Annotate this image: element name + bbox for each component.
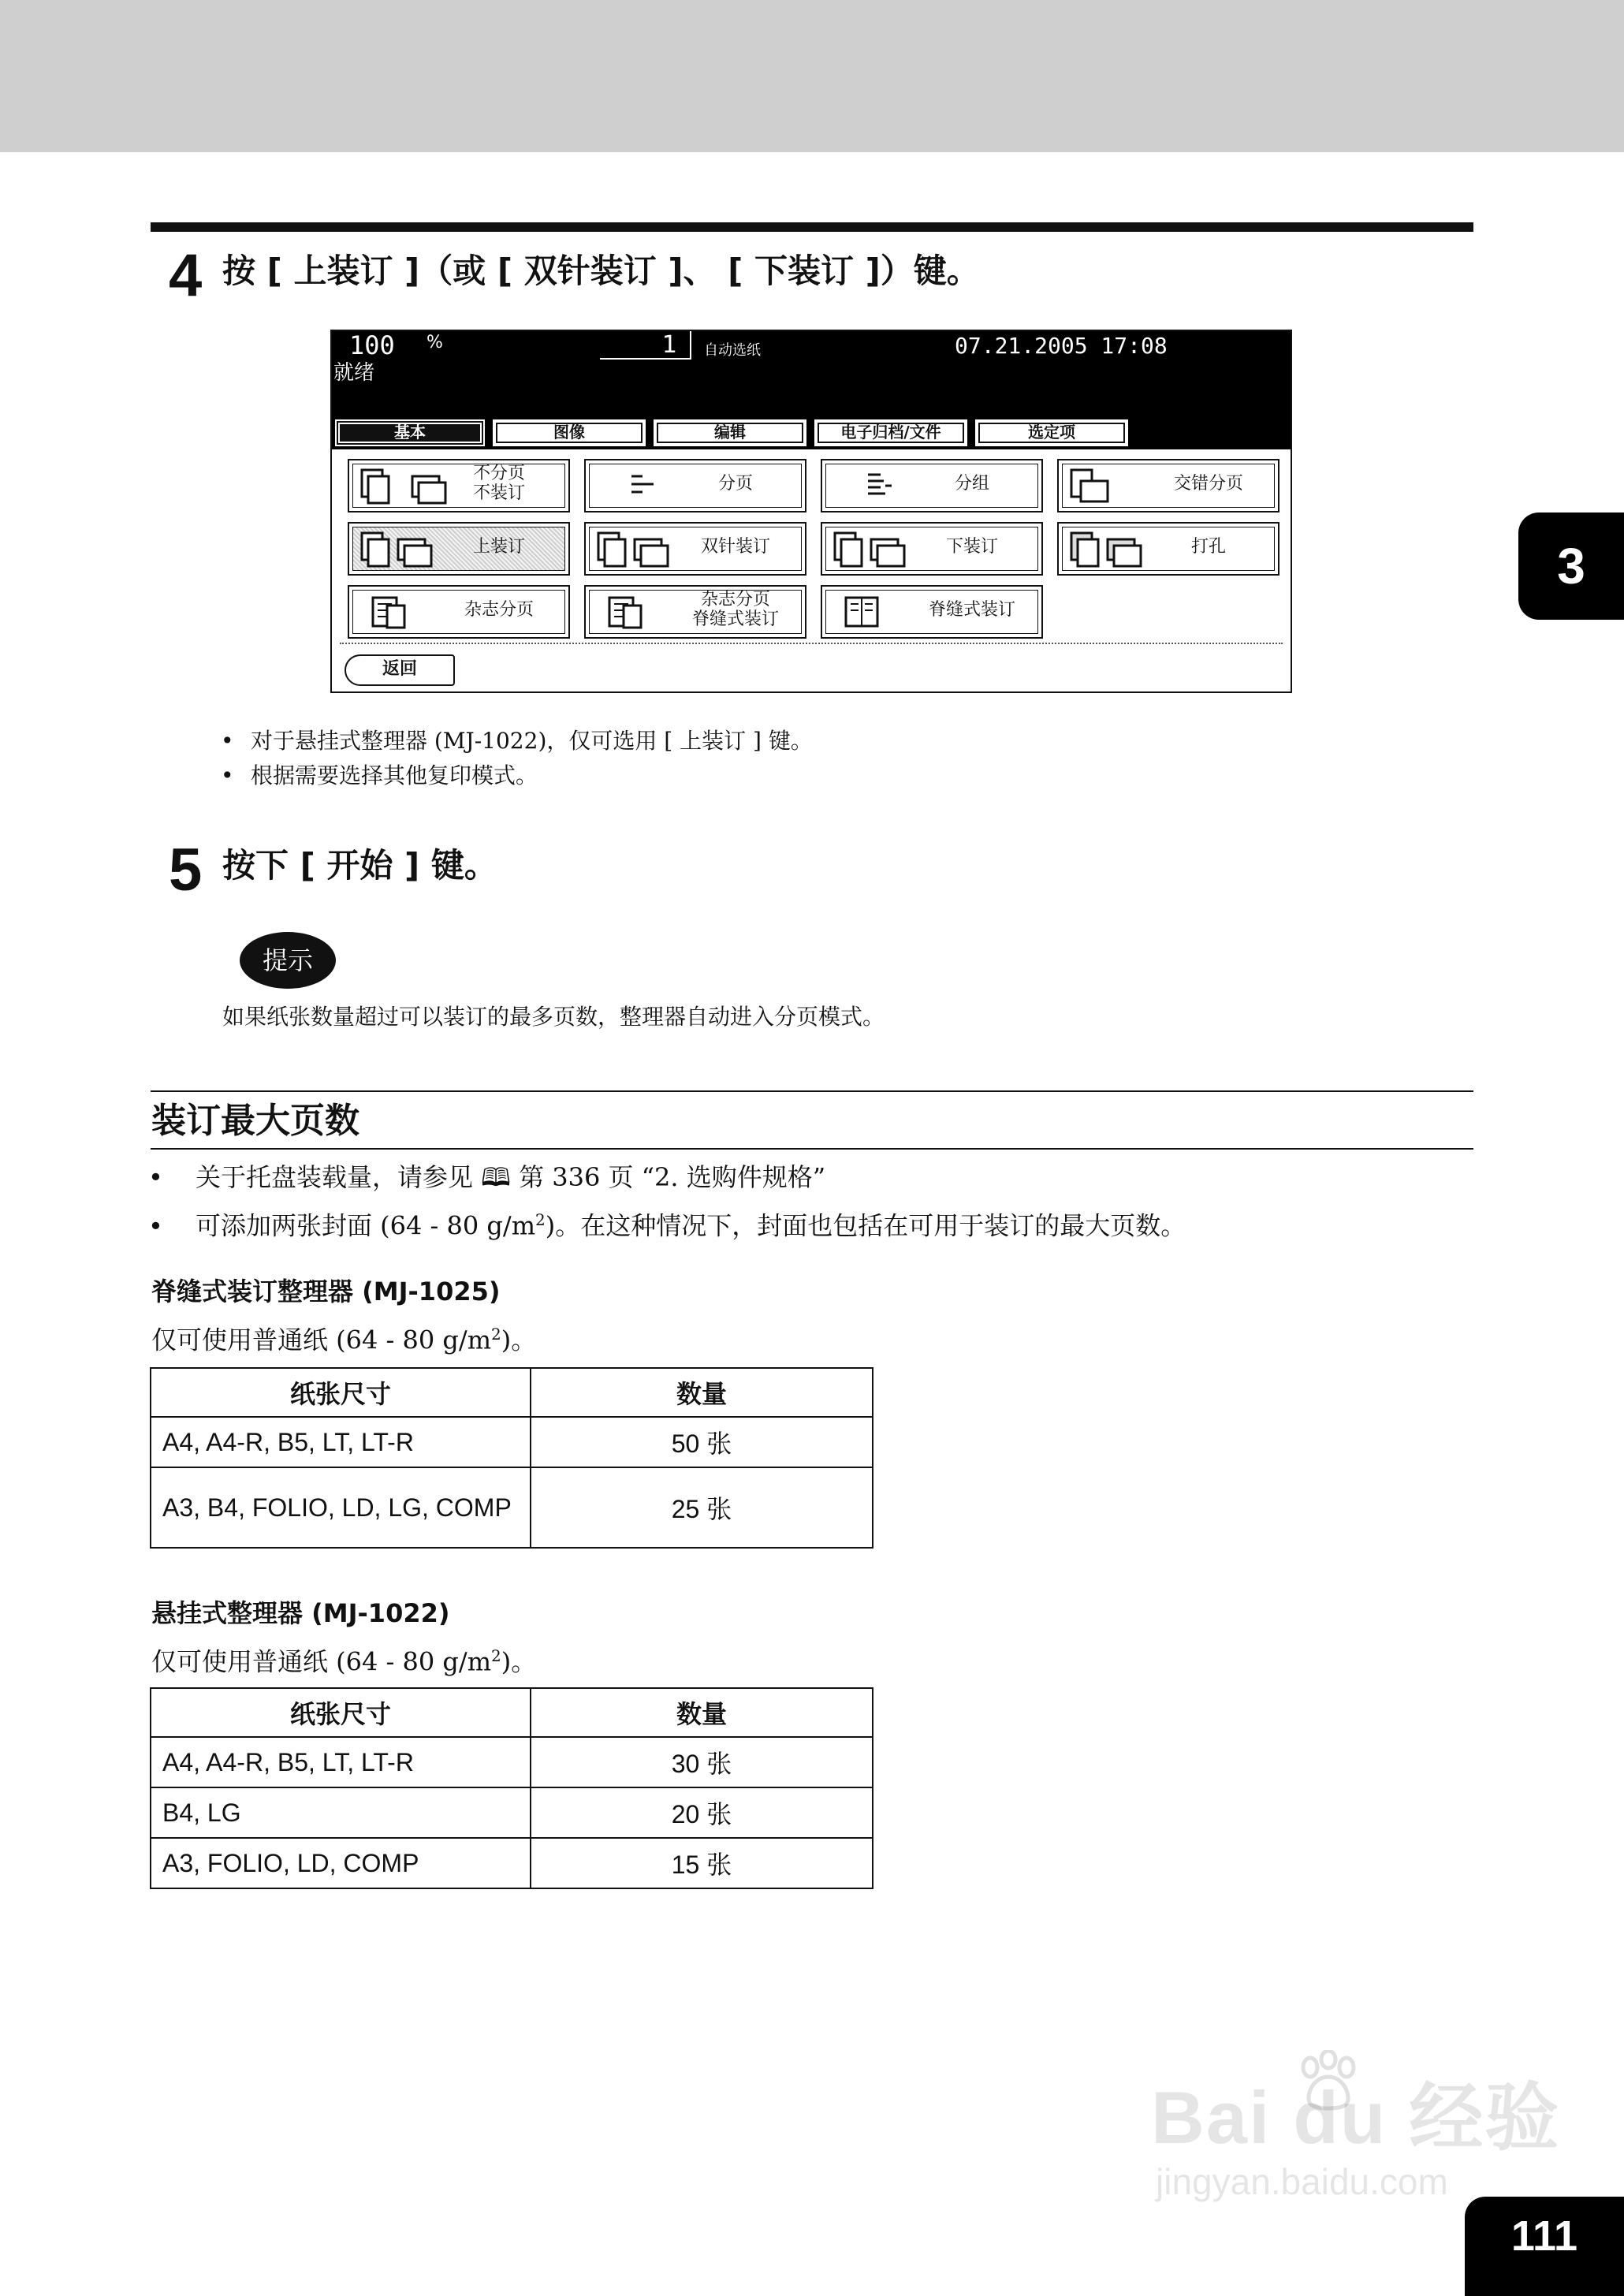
sort-icon xyxy=(594,467,657,508)
status-text: 就绪 xyxy=(333,361,375,385)
section-title: 装订最大页数 xyxy=(151,1101,359,1141)
staple-top-button[interactable] xyxy=(348,522,570,576)
button-label: 分页 xyxy=(717,473,753,494)
back-button[interactable]: 返回 xyxy=(345,654,455,686)
table-row: A3, FOLIO, LD, COMP 15 张 xyxy=(151,1838,873,1888)
list-item: • 可添加两张封面 (64 - 80 $g/m^2$)。在这种情况下，封面也包括在可用于装订的最大页数。 xyxy=(148,1210,1186,1241)
copies-count: 1 xyxy=(600,331,691,360)
chapter-tab: 3 xyxy=(1518,512,1624,620)
list-item: • 根据需要选择其他复印模式。 xyxy=(221,762,538,788)
staple-bottom-button[interactable] xyxy=(821,522,1043,576)
section-rule-bottom xyxy=(151,1148,1473,1150)
datetime: 07.21.2005 17:08 xyxy=(955,333,1168,359)
panel-status-area xyxy=(332,331,1291,449)
tab-options[interactable]: 选定项 xyxy=(975,419,1128,446)
table-row: B4, LG 20 张 xyxy=(151,1787,873,1838)
rotate-sort-button[interactable] xyxy=(1057,459,1279,512)
group-icon xyxy=(830,467,893,508)
tab-image[interactable]: 图像 xyxy=(493,419,646,446)
paper-mode: 自动选纸 xyxy=(704,342,761,359)
dual-staple-button[interactable] xyxy=(584,522,806,576)
table1-note: 仅可使用普通纸 (64 - 80 $g/m^2$)。 xyxy=(151,1325,537,1355)
table-row: A4, A4-R, B5, LT, LT-R 30 张 xyxy=(151,1737,873,1787)
tab-basic[interactable]: 基本 xyxy=(335,419,485,446)
button-label: 杂志分页 xyxy=(464,599,534,620)
copier-panel xyxy=(330,330,1292,693)
table-mj1022 xyxy=(150,1687,873,1889)
column-header: 纸张尺寸 xyxy=(151,1688,531,1737)
watermark-brand: Bai du 经验 xyxy=(1151,2076,1561,2159)
step-text: 按下 [ 开始 ] 键。 xyxy=(222,846,497,885)
table-row: A4, A4-R, B5, LT, LT-R 50 张 xyxy=(151,1417,873,1467)
step-number: 4 xyxy=(169,242,203,309)
table-mj1025 xyxy=(150,1367,873,1549)
column-header: 数量 xyxy=(531,1688,873,1737)
group-button[interactable] xyxy=(821,459,1043,512)
magazine-sort-saddle-button[interactable] xyxy=(584,585,806,639)
button-label: 上装订 xyxy=(472,536,525,557)
hint-text: 如果纸张数量超过可以装订的最多页数，整理器自动进入分页模式。 xyxy=(222,1004,885,1030)
button-label: 脊缝式装订 xyxy=(928,599,1015,620)
button-label: 分组 xyxy=(954,473,989,494)
magazine-saddle-icon xyxy=(594,593,657,634)
table2-note: 仅可使用普通纸 (64 - 80 $g/m^2$)。 xyxy=(151,1646,537,1677)
sort-button[interactable] xyxy=(584,459,806,512)
zoom-value: 100 xyxy=(349,330,395,360)
nonsort-nonstaple-button[interactable] xyxy=(348,459,570,512)
list-item: • 关于托盘装载量，请参见 🕮 第 336 页 “2. 选购件规格” xyxy=(148,1162,826,1192)
button-label: 下装订 xyxy=(945,536,998,557)
page-number: 111 xyxy=(1465,2197,1624,2296)
step4-notes xyxy=(221,724,813,793)
hint-badge: 提示 xyxy=(240,932,336,989)
column-header: 数量 xyxy=(531,1368,873,1417)
tab-edit[interactable]: 编辑 xyxy=(654,419,806,446)
button-label: 不分页 不装订 xyxy=(472,464,525,503)
button-label: 打孔 xyxy=(1190,536,1226,557)
watermark-url: jingyan.baidu.com xyxy=(1156,2161,1448,2202)
button-label: 交错分页 xyxy=(1173,473,1243,494)
column-header: 纸张尺寸 xyxy=(151,1368,531,1417)
divider xyxy=(340,643,1283,644)
zoom-unit: % xyxy=(426,333,443,352)
section-rule-top xyxy=(151,1090,1473,1092)
magazine-sort-button[interactable] xyxy=(348,585,570,639)
rotate-sort-icon xyxy=(1067,467,1130,508)
list-item: • 对于悬挂式整理器 (MJ-1022)，仅可选用 [ 上装订 ] 键。 xyxy=(221,728,813,754)
table-row: A3, B4, FOLIO, LD, LG, COMP 25 张 xyxy=(151,1467,873,1548)
table1-heading: 脊缝式装订整理器 (MJ-1025) xyxy=(151,1277,501,1306)
saddle-stitch-button[interactable] xyxy=(821,585,1043,639)
hole-punch-button[interactable] xyxy=(1057,522,1279,576)
button-label: 双针装订 xyxy=(700,536,770,557)
saddle-stitch-icon xyxy=(830,593,893,634)
button-label: 杂志分页 脊缝式装订 xyxy=(691,590,779,629)
tab-efiling[interactable]: 电子归档/文件 xyxy=(814,419,967,446)
top-rule xyxy=(151,222,1473,232)
step-text: 按 [ 上装订 ]（或 [ 双针装订 ]、 [ 下装订 ]）键。 xyxy=(222,252,980,290)
header-band xyxy=(0,0,1624,152)
step-number: 5 xyxy=(169,837,203,904)
magazine-sort-icon xyxy=(357,593,420,634)
table2-heading: 悬挂式整理器 (MJ-1022) xyxy=(151,1598,450,1628)
